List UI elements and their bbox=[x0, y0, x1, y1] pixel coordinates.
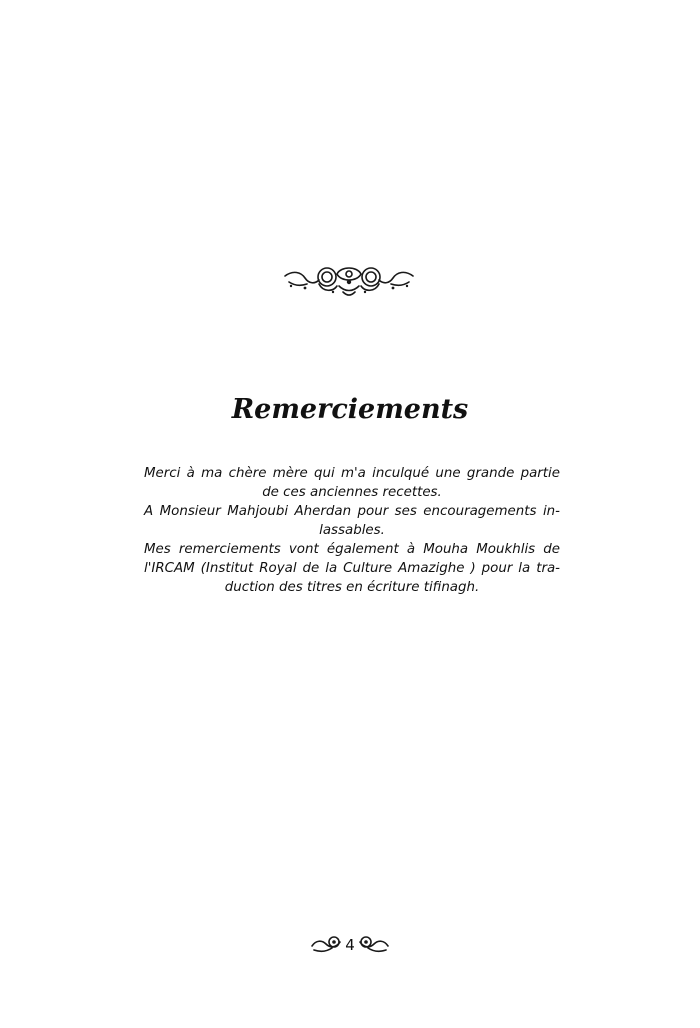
acknowledgements-text bbox=[144, 464, 560, 597]
text-line: Merci à ma chère mère qui m'a inculqué une grande partie bbox=[144, 466, 560, 481]
text-line: l'IRCAM (Institut Royal de la Culture Amazighe ) pour la tra- bbox=[144, 561, 560, 576]
page-footer bbox=[300, 932, 400, 960]
scroll-ornament-icon bbox=[283, 262, 415, 302]
text-line: Mes remerciements vont également à Mouha Moukhlis de bbox=[144, 542, 560, 557]
text-line: de ces anciennes recettes. bbox=[262, 485, 442, 500]
text-line: A Monsieur Mahjoubi Aherdan pour ses encouragements in- bbox=[144, 504, 560, 519]
text-line: duction des titres en écriture tifinagh. bbox=[224, 580, 480, 595]
text-line: lassables. bbox=[319, 523, 385, 538]
page-title: Remerciements bbox=[231, 394, 469, 425]
swirl-ornament-icon bbox=[356, 932, 390, 954]
page-number: 4 bbox=[345, 936, 355, 954]
